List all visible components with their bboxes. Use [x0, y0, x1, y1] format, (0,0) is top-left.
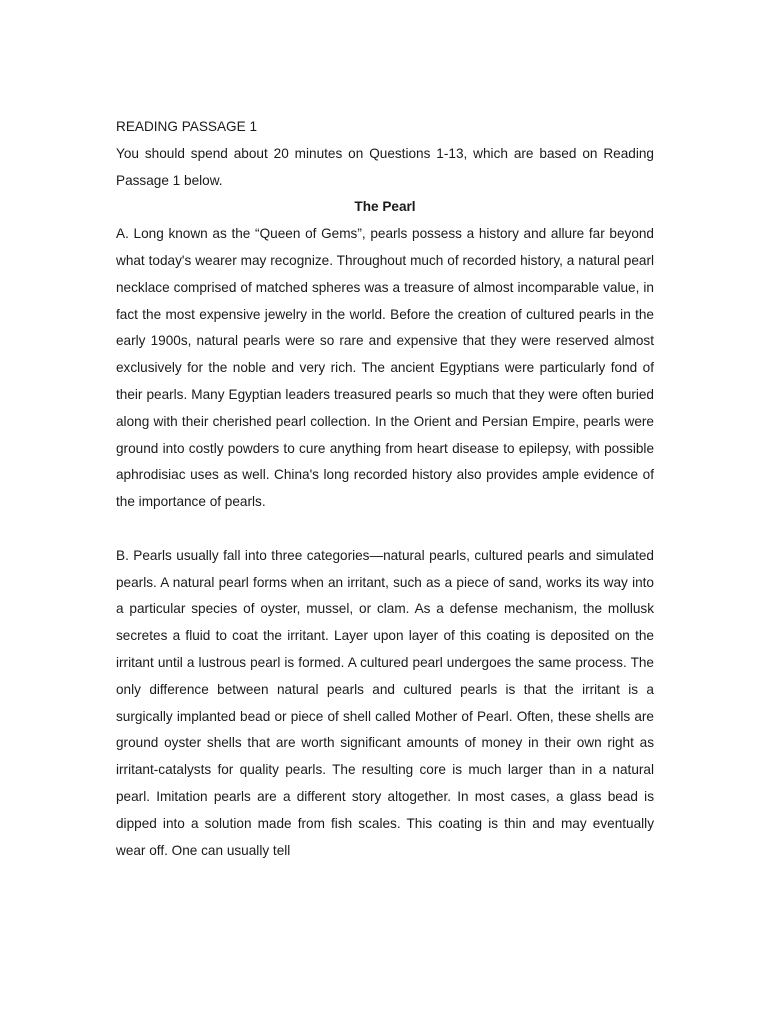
paragraph-spacer	[116, 516, 654, 543]
document-page	[116, 114, 654, 864]
paragraph-a: A. Long known as the “Queen of Gems”, pearls possess a history and allure far beyond what today's wearer may recognize. Throughout much of recorded history, a natural pearl necklace comprised of matched spheres was a treasure of almost incomparable value, in fact the most expensive jewelry in the world. Before the creation of cultured pearls in the early 1900s, natural pearls were so rare and expensive that they were reserved almost exclusively for the noble and very rich. The ancient Egyptians were particularly fond of their pearls. Many Egyptian leaders treasured pearls so much that they were often buried along with their cherished pearl collection. In the Orient and Persian Empire, pearls were ground into costly powders to cure anything from heart disease to epilepsy, with possible aphrodisiac uses as well. China's long recorded history also provides ample evidence of the importance of pearls.	[116, 226, 654, 510]
instructions-text: You should spend about 20 minutes on Questions 1-13, which are based on Reading Passage 1 below.	[116, 145, 654, 188]
article-title: The Pearl	[354, 199, 416, 215]
paragraph-b: B. Pearls usually fall into three categories—natural pearls, cultured pearls and simulated pearls. A natural pearl forms when an irritant, such as a piece of sand, works its way into a particular species of oyster, mussel, or clam. As a defense mechanism, the mollusk secretes a fluid to coat the irritant. Layer upon layer of this coating is deposited on the irritant until a lustrous pearl is formed. A cultured pearl undergoes the same process. The only difference between natural pearls and cultured pearls is that the irritant is a surgically implanted bead or piece of shell called Mother of Pearl. Often, these shells are ground oyster shells that are worth significant amounts of money in their own right as irritant-catalysts for quality pearls. The resulting core is much larger than in a natural pearl. Imitation pearls are a different story altogether. In most cases, a glass bead is dipped into a solution made from fish scales. This coating is thin and may eventually wear off. One can usually tell	[116, 547, 654, 858]
passage-label: READING PASSAGE 1	[116, 119, 258, 134]
